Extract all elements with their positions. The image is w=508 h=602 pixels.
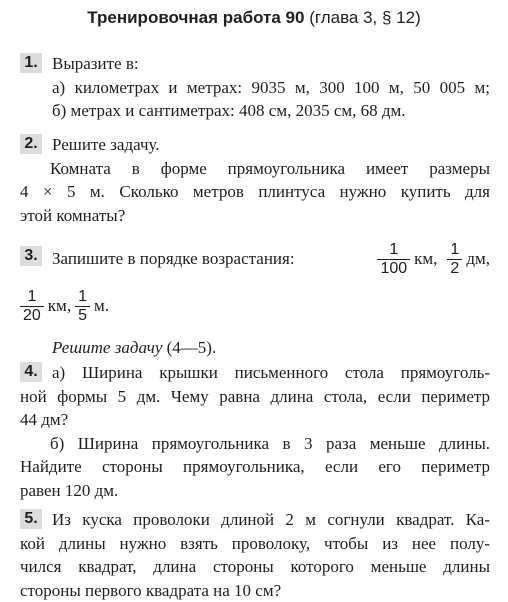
task-4-part-b: б) Ширина прямоугольника в 3 раза меньше длины.: [20, 432, 490, 456]
subheading-range: (4—5).: [167, 338, 217, 357]
task-2-line: Комната в форме прямоугольника имеет размеры: [20, 157, 490, 181]
task-1: [20, 52, 490, 123]
task-4-line: равен 120 дм.: [20, 479, 490, 503]
fraction: $\frac{1}{2}$: [447, 241, 462, 278]
task-4: [20, 361, 490, 502]
task-number: 5.: [20, 509, 42, 529]
task-4-line: Найдите стороны прямоугольника, если его периметр: [20, 455, 490, 479]
task-5: [20, 508, 490, 602]
task-5-line: стороны первого квадрата на 10 см?: [20, 579, 490, 602]
task-number: 4.: [20, 362, 42, 382]
subheading-text: Решите задачу: [52, 338, 162, 357]
task-number: 3.: [20, 246, 42, 266]
page-title: [0, 8, 508, 28]
task-1-part-a: а) километрах и метрах: 9035 м, 300 100 м, 50 005 м;: [20, 76, 490, 100]
fraction: $\frac{1}{5}$: [75, 288, 90, 325]
task-5-line: Из куска проволоки длиной 2 м согнули квадрат. Ка-: [20, 508, 490, 532]
task-4-line: 44 дм?: [20, 408, 490, 432]
task-2: [20, 133, 490, 227]
task-2-line: 4 × 5 м. Сколько метров плинтуса нужно купить для: [20, 180, 490, 204]
task-1-part-b: б) метрах и сантиметрах: 408 см, 2035 см, 68 дм.: [20, 99, 490, 123]
task-4-line: ной формы 5 дм. Чему равна длина стола, если периметр: [20, 385, 490, 409]
fraction: $\frac{1}{20}$: [20, 288, 44, 325]
task-number: 2.: [20, 134, 42, 154]
task-1-prompt: Выразите в:: [20, 52, 490, 76]
section-subheading: [20, 336, 490, 360]
fraction: $\frac{1}{100}$: [377, 241, 410, 278]
task-4-part-a: а) Ширина крышки письменного стола прямоуголь-: [20, 361, 490, 385]
task-5-line: кой длины нужно взять проволоку, чтобы из нее полу-: [20, 532, 490, 556]
task-5-line: чился квадрат, длина стороны которого меньше длины: [20, 555, 490, 579]
task-2-prompt: Решите задачу.: [20, 133, 490, 157]
task-number: 1.: [20, 53, 42, 73]
task-2-line: этой комнаты?: [20, 204, 490, 228]
task-3-prompt: Запишите в порядке возрастания:: [52, 247, 295, 271]
title-sub: (глава 3, § 12): [309, 8, 421, 27]
title-main: Тренировочная работа 90: [87, 8, 304, 27]
task-3: 3. Запишите в порядке возрастания: $\frac{1}{100}$ км, $\frac{1}{2}$ дм, $\frac{1}{20}$ км, $\frac{1}{5}$ м.: [20, 238, 490, 328]
